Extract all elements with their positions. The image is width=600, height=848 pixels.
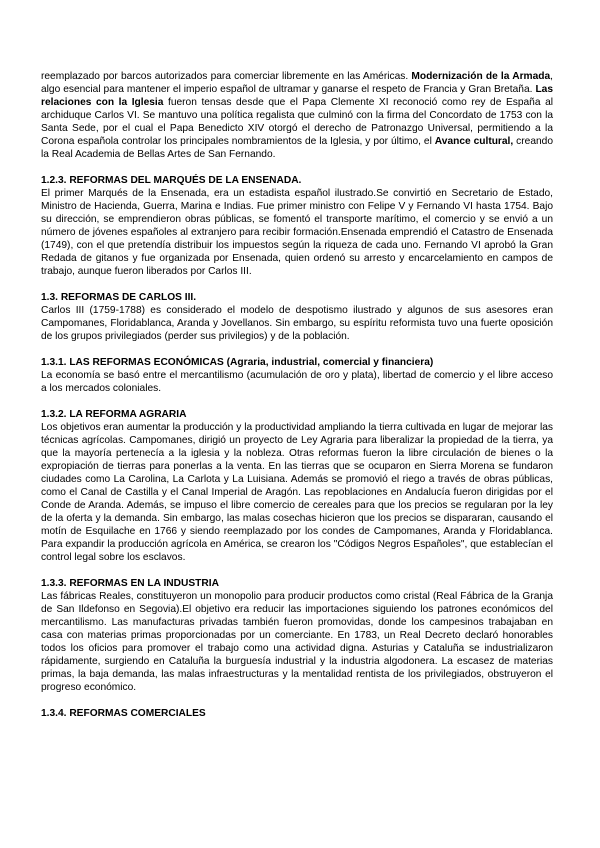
section-1-2-3-body: El primer Marqués de la Ensenada, era un estadista español ilustrado.Se convirtió en Secretario de Estado, Ministro de Hacienda, Guerra, Marina e Indias. Fue primer ministro con Felipe V y Fernando VI hasta 1754. Bajo su dirección, se emprendieron obras públicas, se fomentó el transporte marítimo, el comercio y se envió a un número de jóvenes españoles al extranjero para recibir formación.Ensenada emprendió el Catastro de Ensenada (1749), con el que pretendía distribuir los impuestos según la riqueza de cada uno. Fernando VI aprobó la Gran Redada de gitanos y fue organizada por Ensenada, quien ordenó su arresto y encarcelamiento en campos de trabajo, aunque fueron liberados por Carlos III. [41, 188, 553, 277]
section-1-2-3-heading: 1.2.3. REFORMAS DEL MARQUÉS DE LA ENSENADA. [41, 175, 302, 186]
section-1-3-1-body: La economía se basó entre el mercantilismo (acumulación de oro y plata), libertad de comercio y el libre acceso a los mercados coloniales. [41, 370, 553, 394]
section-1-3-heading: 1.3. REFORMAS DE CARLOS III. [41, 292, 197, 303]
section-1-3-4-heading: 1.3.4. REFORMAS COMERCIALES [41, 708, 206, 719]
intro-text-4: creando la Real Academia de Bellas Artes de San Fernando. [41, 136, 553, 160]
document-page [41, 70, 553, 720]
section-1-3-body: Carlos III (1759-1788) es considerado el modelo de despotismo ilustrado y algunos de sus asesores eran Campomanes, Floridablanca, Aranda y Jovellanos. Sin embargo, su espíritu reformista tuvo una fuerte oposición de los grupos privilegiados (perder sus privilegios) y de la población. [41, 305, 553, 342]
intro-text-1: reemplazado por barcos autorizados para comerciar libremente en las Américas. [41, 71, 412, 82]
intro-bold-armada: Modernización de la Armada [411, 71, 551, 82]
intro-paragraph [41, 70, 553, 161]
section-1-3-2-body: Los objetivos eran aumentar la producción y la productividad ampliando la tierra cultivada en lugar de mejorar las técnicas agrícolas. Campomanes, dirigió un proyecto de Ley Agraria para liberalizar la propiedad de la tierra, ya que la mayoría pertenecía a la iglesia y la nobleza. Otras reformas fueron la libre circulación de bienes o la expropiación de tierras para ponerlas a la venta. En las tierras que se ocuparon en Sierra Morena se fundaron ciudades como La Carolina, La Carlota y La Luisiana. Además se promovió el riego a través de obras públicas, como el Canal de Castilla y el Canal Imperial de Aragón. Las repoblaciones en Andalucía fueron dirigidas por el Conde de Aranda. Además, se impuso el libre comercio de cereales para que los precios se regularan por la ley de la oferta y la demanda. Sin embargo, las malas cosechas hicieron que los precios se dispararan, causando el motín de Esquilache en 1766 y siendo reemplazado por los condes de Campomanes, Aranda y Floridablanca. Para expandir la producción agrícola en América, se crearon los "Códigos Negros Españoles", que establecían el control legal sobre los esclavos. [41, 422, 553, 563]
intro-bold-cultural: Avance cultural, [434, 136, 514, 147]
section-1-3-2-heading: 1.3.2. LA REFORMA AGRARIA [41, 409, 187, 420]
section-1-3-1-heading: 1.3.1. LAS REFORMAS ECONÓMICAS (Agraria, industrial, comercial y financiera) [41, 357, 434, 368]
intro-bold-iglesia: Las relaciones con la Iglesia [41, 84, 553, 108]
intro-text-3: fueron tensas desde que el Papa Clemente XI reconoció como rey de España al archiduque Carlos VI. Se mantuvo una política regalista que culminó con la firma del Concordato de 1753 con la Santa Sede, por el cual el Papa Benedicto XIV otorgó el derecho de Patronazgo Universal, permitiendo a la Corona española controlar los principales nombramientos de la Iglesia, y por último, el [41, 97, 553, 147]
section-1-3-3-heading: 1.3.3. REFORMAS EN LA INDUSTRIA [41, 578, 219, 589]
section-1-3-3-body: Las fábricas Reales, constituyeron un monopolio para producir productos como cristal (Real Fábrica de la Granja de San Ildefonso en Segovia).El objetivo era reducir las importaciones siguiendo los patrones económicos del mercantilismo. Las manufacturas privadas también fueron promovidas, donde los campesinos trabajaban en casa con materias primas proporcionadas por un comerciante. En 1783, un Real Decreto declaró honorables todos los oficios para promover el trabajo como una actividad digna. Asturias y Cataluña se industrializaron rápidamente, surgiendo en Cataluña la burguesía industrial y la industria algodonera. La escasez de materias primas, la baja demanda, las malas infraestructuras y la mentalidad rentista de los privilegiados, obstruyeron el progreso económico. [41, 591, 553, 693]
intro-text-2: , algo esencial para mantener el imperio español de ultramar y ganarse el respeto de Francia y Gran Bretaña. [41, 71, 553, 95]
